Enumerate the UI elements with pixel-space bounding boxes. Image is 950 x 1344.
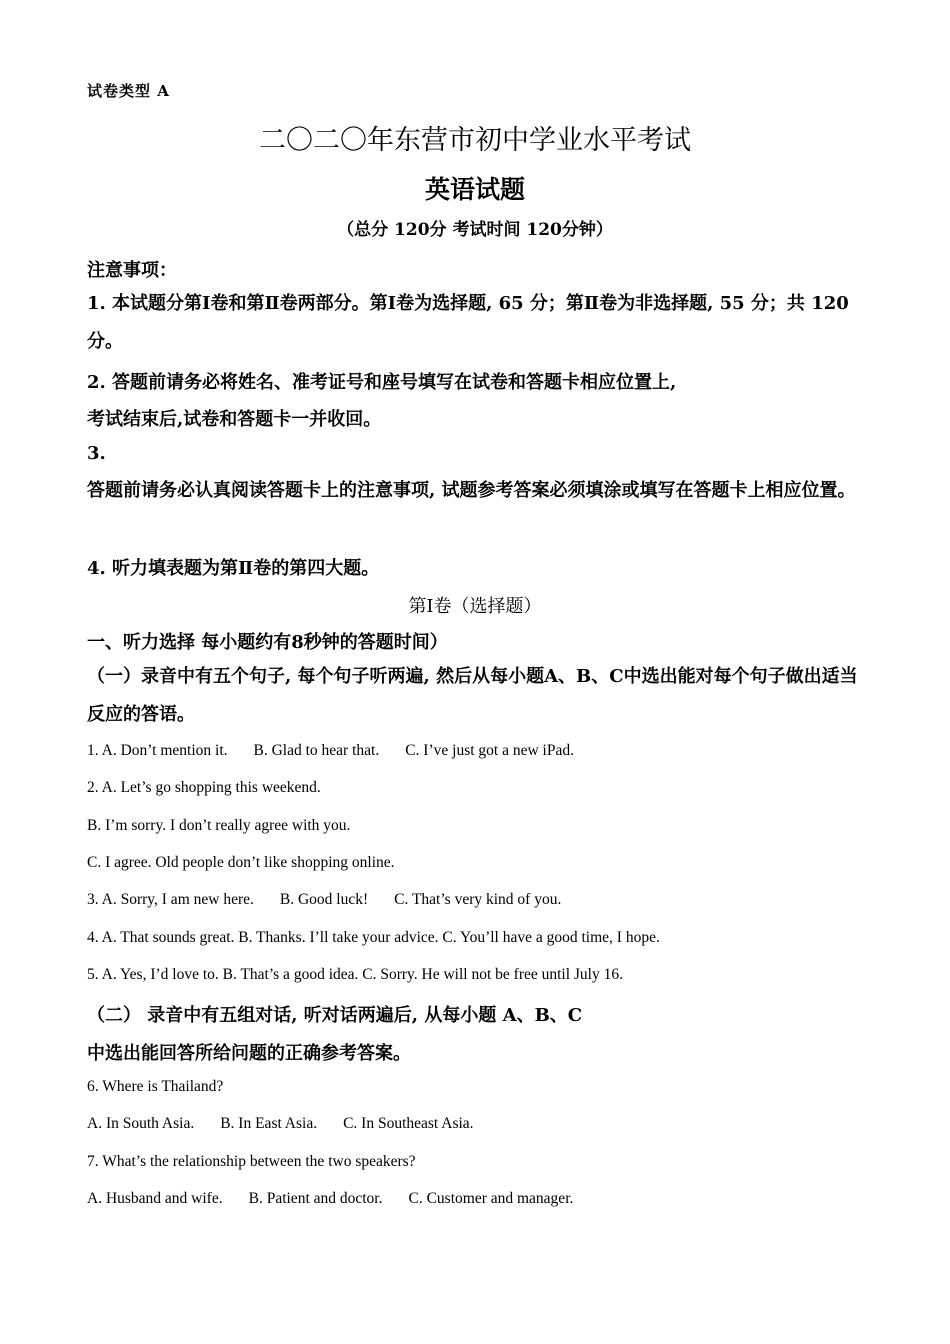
part-2-instruction-a: （二） 录音中有五组对话, 听对话两遍后, 从每小题 A、B、C xyxy=(87,1005,583,1026)
q2-option-a: 2. A. Let’s go shopping this weekend. xyxy=(87,779,321,796)
score-time-info: （总分 120分 考试时间 120分钟） xyxy=(337,220,613,240)
q1-option-b: B. Glad to hear that. xyxy=(253,742,380,759)
subject-title: 英语试题 xyxy=(424,175,525,204)
q7-option-c: C. Customer and manager. xyxy=(408,1190,574,1207)
note-item-3-number: 3. xyxy=(87,443,106,464)
note-item-3: 答题前请务必认真阅读答题卡上的注意事项, 试题参考答案必须填涂或填写在答题卡上相应位置。 xyxy=(87,480,856,501)
q2-option-b: B. I’m sorry. I don’t really agree with you. xyxy=(87,817,351,834)
question-4: 4. A. That sounds great. B. Thanks. I’ll take your advice. C. You’ll have a good time, I hope. xyxy=(87,929,660,946)
exam-title: 二〇二〇年东营市初中学业水平考试 xyxy=(259,125,691,156)
q3-option-a: 3. A. Sorry, I am new here. xyxy=(87,891,254,908)
question-7-stem: 7. What’s the relationship between the two speakers? xyxy=(87,1153,416,1170)
q2-option-c: C. I agree. Old people don’t like shopping online. xyxy=(87,854,395,871)
notes-heading: 注意事项： xyxy=(87,260,177,281)
volume-heading: 第Ⅰ卷（选择题） xyxy=(408,596,542,617)
note-item-2b: 考试结束后,试卷和答题卡一并收回。 xyxy=(87,409,382,430)
question-6-options xyxy=(87,1115,500,1133)
q1-option-a: 1. A. Don’t mention it. xyxy=(87,742,228,759)
part-1-instruction: （一）录音中有五个句子, 每个句子听两遍, 然后从每小题A、B、C中选出能对每个句子做出适当反应的答语。 xyxy=(87,666,858,725)
q7-option-b: B. Patient and doctor. xyxy=(248,1190,383,1207)
note-item-1: 1. 本试题分第Ⅰ卷和第Ⅱ卷两部分。第Ⅰ卷为选择题, 65 分；第Ⅱ卷为非选择题, 55 分；共 120 分。 xyxy=(87,293,849,352)
question-5: 5. A. Yes, I’d love to. B. That’s a good idea. C. Sorry. He will not be free until July 16. xyxy=(87,966,623,983)
part-2-instruction-b: 中选出能回答所给问题的正确参考答案。 xyxy=(87,1043,411,1064)
question-1 xyxy=(87,742,600,760)
q1-option-c: C. I’ve just got a new iPad. xyxy=(405,742,574,759)
section-1-heading: 一、听力选择 每小题约有8秒钟的答题时间） xyxy=(87,632,448,653)
note-item-2a: 2. 答题前请务必将姓名、准考证号和座号填写在试卷和答题卡相应位置上, xyxy=(87,372,677,393)
q7-option-a: A. Husband and wife. xyxy=(87,1190,223,1207)
q3-option-b: B. Good luck! xyxy=(279,891,369,908)
q6-option-a: A. In South Asia. xyxy=(87,1115,195,1132)
paper-type-label: 试卷类型 A xyxy=(87,82,170,100)
question-3 xyxy=(87,891,587,909)
note-item-4: 4. 听力填表题为第Ⅱ卷的第四大题。 xyxy=(87,558,380,579)
q6-option-b: B. In East Asia. xyxy=(220,1115,318,1132)
q3-option-c: C. That’s very kind of you. xyxy=(394,891,562,908)
question-6-stem: 6. Where is Thailand? xyxy=(87,1078,224,1095)
question-7-options xyxy=(87,1190,599,1208)
q6-option-c: C. In Southeast Asia. xyxy=(343,1115,474,1132)
